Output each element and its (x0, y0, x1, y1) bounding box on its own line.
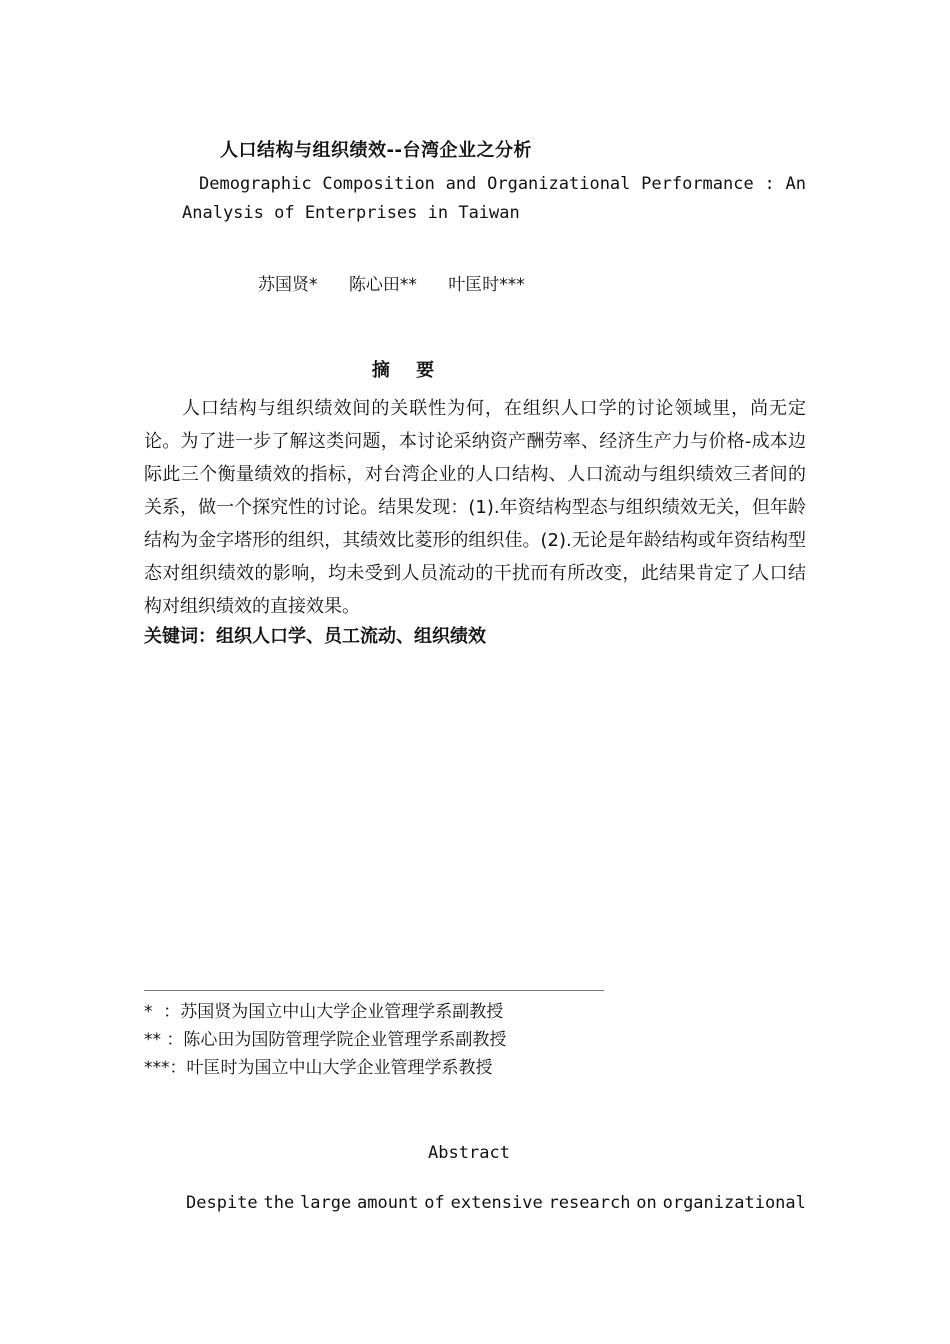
title-word: Composition (322, 174, 435, 194)
chinese-title: 人口结构与组织绩效--台湾企业之分析 (220, 140, 532, 161)
abstract-word: the (263, 1193, 295, 1213)
author-name: 陈心田** (348, 275, 417, 295)
title-word: : (764, 174, 775, 194)
abstract-word: large (300, 1193, 352, 1213)
title-word: Demographic (199, 174, 312, 194)
footnotes (144, 998, 506, 1082)
author-name: 叶匡时*** (448, 275, 525, 295)
footnote-divider (144, 990, 604, 991)
abstract-word: research (548, 1193, 631, 1213)
abstract-word: Despite (186, 1193, 258, 1213)
title-word: Organizational (487, 174, 631, 194)
abstract-body-cn: 人口结构与组织绩效间的关联性为何，在组织人口学的讨论领域里，尚无定论。为了进一步了解这类问题，本讨论采纳资产酬劳率、经济生产力与价格-成本边际此三个衡量绩效的指标，对台湾企业的人口结构、人口流动与组织绩效三者间的关系，做一个探究性的讨论。结果发现：(1).年资结构型态与组织绩效无关，但年龄结构为金字塔形的组织，其绩效比菱形的组织佳。(2).无论是年龄结构或年资结构型态对组织绩效的影响，均未受到人员流动的干扰而有所改变，此结果肯定了人口结构对组织绩效的直接效果。 (144, 398, 806, 617)
abstract-word: organizational (662, 1193, 806, 1213)
abstract-word: amount (357, 1193, 419, 1213)
title-word: Performance (641, 174, 754, 194)
abstract-word: extensive (450, 1193, 543, 1213)
english-title-line-1 (182, 170, 806, 199)
abstract-heading-en: Abstract (428, 1143, 510, 1163)
abstract-word: of (424, 1193, 445, 1213)
footnote: * ：苏国贤为国立中山大学企业管理学系副教授 (144, 1002, 504, 1022)
english-title-line-2: Analysis of Enterprises in Taiwan (182, 203, 520, 223)
english-title (182, 170, 806, 228)
abstract-word: on (636, 1193, 657, 1213)
keywords: 关键词：组织人口学、员工流动、组织绩效 (144, 626, 486, 647)
footnote: ***：叶匡时为国立中山大学企业管理学系教授 (144, 1058, 493, 1078)
abstract-body-en-first-line (186, 1193, 806, 1213)
footnote: ** ：陈心田为国防管理学院企业管理学系副教授 (144, 1030, 507, 1050)
author-list (258, 270, 551, 295)
abstract-heading-cn: 摘 要 (371, 360, 445, 381)
title-word: and (445, 174, 477, 194)
author-name: 苏国贤* (258, 275, 318, 295)
title-word: An (785, 174, 806, 194)
